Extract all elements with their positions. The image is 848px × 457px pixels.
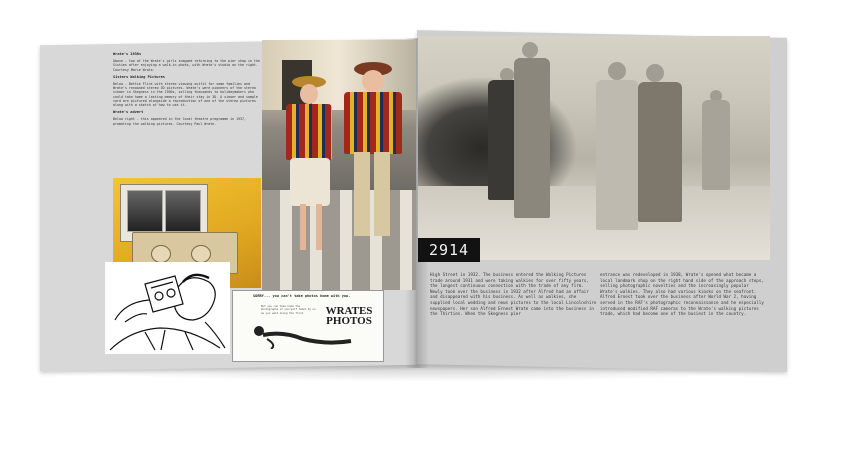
- photo-number-plate: 2914: [418, 238, 480, 262]
- article-column-1: [430, 272, 598, 350]
- article-column-2: [600, 272, 768, 350]
- caption-heading-3: Wrate's advert: [113, 110, 144, 115]
- article-column-1-text: High Street in 1932. The business entered the Walking Pictures trade around 1931 and were taking walkies for over fifty years, the longest continuous connection with the trade of any firm. Newly took over the business in 1932 after Alfred had an affair and disappeared with his business. As well as walkies, she supplied local wedding and news pictures to the local Lincolnshire newspapers. Her son Alfred Ernest Wrate came into the business in the Thirties. When the Skegness pier: [430, 272, 597, 317]
- caption-heading-1: Wrate's 1930s: [113, 52, 142, 56]
- distant-walker: [702, 100, 730, 190]
- woman-right: [340, 58, 410, 290]
- woman-light-dress: [596, 80, 638, 230]
- advert-brand: WRATES PHOTOS: [325, 305, 373, 327]
- article-column-2-text: entrance was redeveloped in 1938, Wrate's opened what became a local landmark shop on the right hand side of the approach steps, selling photographic novelties and the increasingly popular Wrate's walkies. They also had various kiosks on the seafront. Alfred Ernest took over the business after World War 2, having served in the RAF's photographic reconnaissance and he especially introduced modified RAF cameras to the Wrate's walking pictures trade, which had become one of the busiest in the country.: [600, 272, 764, 317]
- caption-body-1: Above - two of the Wrate's girls snapped returning to the pier shop in the Sixties after enjoying a walk-in photo, with Wrate's studio on the right. Courtesy Marie Wrate.: [113, 59, 260, 72]
- advert-small-print: But you can take home the photographs of yourself taken by us as you walk along the front.: [261, 305, 316, 315]
- sketch-illustration: [105, 262, 230, 354]
- reclining-figure-illustration: [245, 323, 361, 349]
- viewer-lens-left: [151, 245, 171, 263]
- caption-body-2: Below - Bettie Flint with stereo viewing outfit for some families and Wrate's renowned stereo 3D pictures. Wrate's were pioneers of the stereo viewer in Skegness in the 1950s, selling thousands to holidaymakers who could take home a lasting memory of their stay in 3D. A viewer and sample card are pictured alongside a reproduction of one of the stereo pictures along with a sketch of how to use it.: [113, 82, 258, 108]
- viewer-lens-right: [191, 245, 211, 263]
- advert-headline: SORRY... you can't take photos home with you.: [253, 294, 351, 298]
- left-caption-block: [113, 52, 263, 182]
- stereo-card-left-image: [127, 190, 163, 232]
- black-white-promenade-photo: [418, 36, 770, 260]
- caption-heading-2: Sisters Walking Pictures: [113, 74, 165, 79]
- woman-dark-coat: [638, 82, 682, 222]
- man-in-suit: [514, 58, 550, 218]
- viewer-usage-sketch: [105, 262, 230, 354]
- woman-left: [272, 70, 332, 290]
- wrates-advert: [232, 290, 384, 362]
- caption-body-3: Below right - this appeared in the local theatre programme in 1937, promoting the walking pictures. Courtesy Paul Wrate.: [113, 117, 246, 126]
- two-women-colour-photo: [262, 40, 416, 290]
- stereo-card-right-image: [165, 190, 201, 232]
